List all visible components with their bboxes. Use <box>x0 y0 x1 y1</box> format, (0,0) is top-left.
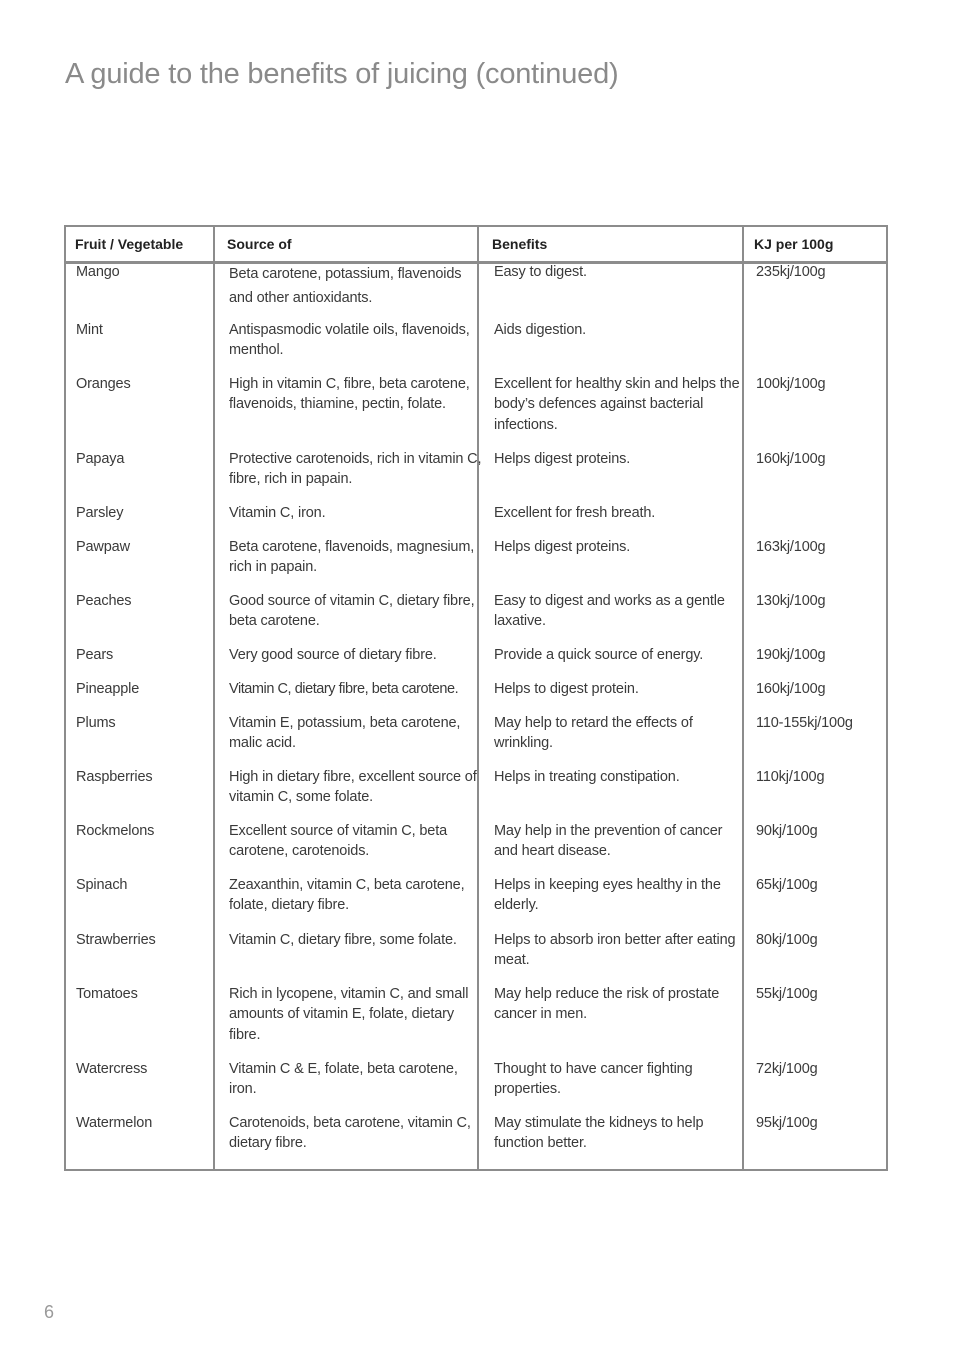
cell-kj: 80kj/100g <box>756 932 818 948</box>
page-number: 6 <box>44 1302 55 1322</box>
cell-kj: 55kj/100g <box>756 986 818 1002</box>
table-header-row <box>66 227 886 264</box>
cell-fruit-vegetable: Watermelon <box>76 1115 153 1131</box>
cell-benefits: May help in the prevention of cancer and heart disease. <box>494 823 723 860</box>
header-kj-per-100g: KJ per 100g <box>754 236 834 252</box>
cell-benefits: Easy to digest. <box>494 264 587 280</box>
cell-kj: 235kj/100g <box>756 264 826 280</box>
cell-source-of: Antispasmodic volatile oils, flavenoids, menthol. <box>229 322 470 359</box>
cell-kj: 72kj/100g <box>756 1061 818 1077</box>
cell-fruit-vegetable: Watercress <box>76 1061 148 1077</box>
cell-benefits: May help reduce the risk of prostate cancer in men. <box>494 986 720 1023</box>
cell-kj: 90kj/100g <box>756 823 818 839</box>
header-source-of: Source of <box>227 236 292 252</box>
cell-fruit-vegetable: Rockmelons <box>76 823 155 839</box>
cell-fruit-vegetable: Peaches <box>76 593 132 609</box>
cell-source-of: Vitamin C, iron. <box>229 505 326 521</box>
cell-fruit-vegetable: Raspberries <box>76 769 153 785</box>
cell-benefits: Helps to absorb iron better after eating meat. <box>494 932 736 969</box>
cell-source-of: Rich in lycopene, vitamin C, and small amounts of vitamin E, folate, dietary fibre. <box>229 986 469 1043</box>
cell-source-of: Beta carotene, potassium, flavenoids and other antioxidants. <box>229 266 462 306</box>
benefits-table <box>64 225 888 1171</box>
cell-benefits: Thought to have cancer fighting properties. <box>494 1061 693 1098</box>
cell-fruit-vegetable: Pawpaw <box>76 539 130 555</box>
cell-kj: 160kj/100g <box>756 451 826 467</box>
cell-source-of: Zeaxanthin, vitamin C, beta carotene, folate, dietary fibre. <box>229 877 465 914</box>
cell-fruit-vegetable: Spinach <box>76 877 128 893</box>
cell-fruit-vegetable: Pears <box>76 647 114 663</box>
cell-kj: 190kj/100g <box>756 647 826 663</box>
cell-fruit-vegetable: Strawberries <box>76 932 156 948</box>
cell-benefits: Provide a quick source of energy. <box>494 647 704 663</box>
cell-fruit-vegetable: Papaya <box>76 451 125 467</box>
cell-benefits: Helps in keeping eyes healthy in the elderly. <box>494 877 721 914</box>
cell-kj: 110kj/100g <box>756 769 825 785</box>
cell-benefits: Aids digestion. <box>494 322 587 338</box>
cell-fruit-vegetable: Parsley <box>76 505 124 521</box>
cell-benefits: May help to retard the effects of wrinkling. <box>494 715 693 752</box>
cell-kj: 130kj/100g <box>756 593 826 609</box>
cell-kj: 160kj/100g <box>756 681 826 697</box>
cell-source-of: High in vitamin C, fibre, beta carotene, flavenoids, thiamine, pectin, folate. <box>229 376 470 413</box>
cell-source-of: Very good source of dietary fibre. <box>229 647 437 663</box>
cell-fruit-vegetable: Mint <box>76 322 103 338</box>
cell-fruit-vegetable: Plums <box>76 715 116 731</box>
cell-kj: 95kj/100g <box>756 1115 818 1131</box>
cell-source-of: High in dietary fibre, excellent source of vitamin C, some folate. <box>229 769 477 806</box>
cell-source-of: Beta carotene, flavenoids, magnesium, rich in papain. <box>229 539 475 576</box>
header-benefits: Benefits <box>492 236 548 252</box>
cell-benefits: Excellent for fresh breath. <box>494 505 656 521</box>
cell-kj: 110-155kj/100g <box>756 715 853 731</box>
cell-source-of: Excellent source of vitamin C, beta carotene, carotenoids. <box>229 823 447 860</box>
cell-source-of: Vitamin C & E, folate, beta carotene, iron. <box>229 1061 458 1098</box>
cell-source-of: Vitamin E, potassium, beta carotene, malic acid. <box>229 715 461 752</box>
cell-benefits: Helps in treating constipation. <box>494 769 680 785</box>
cell-source-of: Protective carotenoids, rich in vitamin C, fibre, rich in papain. <box>229 451 482 488</box>
cell-benefits: Helps digest proteins. <box>494 451 631 467</box>
cell-benefits: Helps digest proteins. <box>494 539 631 555</box>
cell-kj: 65kj/100g <box>756 877 818 893</box>
page-title: A guide to the benefits of juicing (continued) <box>65 58 619 90</box>
cell-fruit-vegetable: Oranges <box>76 376 131 392</box>
cell-source-of: Vitamin C, dietary fibre, beta carotene. <box>229 681 459 697</box>
cell-fruit-vegetable: Pineapple <box>76 681 140 697</box>
column-divider <box>213 227 215 1169</box>
cell-benefits: Excellent for healthy skin and helps the body’s defences against bacterial infections. <box>494 376 740 433</box>
cell-fruit-vegetable: Mango <box>76 264 120 280</box>
cell-source-of: Vitamin C, dietary fibre, some folate. <box>229 932 457 948</box>
cell-benefits: Easy to digest and works as a gentle laxative. <box>494 593 725 630</box>
cell-source-of: Good source of vitamin C, dietary fibre, beta carotene. <box>229 593 475 630</box>
cell-kj: 163kj/100g <box>756 539 826 555</box>
cell-kj: 100kj/100g <box>756 376 826 392</box>
cell-benefits: Helps to digest protein. <box>494 681 639 697</box>
cell-fruit-vegetable: Tomatoes <box>76 986 138 1002</box>
header-fruit-vegetable: Fruit / Vegetable <box>75 236 184 252</box>
cell-benefits: May stimulate the kidneys to help function better. <box>494 1115 704 1152</box>
cell-source-of: Carotenoids, beta carotene, vitamin C, dietary fibre. <box>229 1115 471 1152</box>
